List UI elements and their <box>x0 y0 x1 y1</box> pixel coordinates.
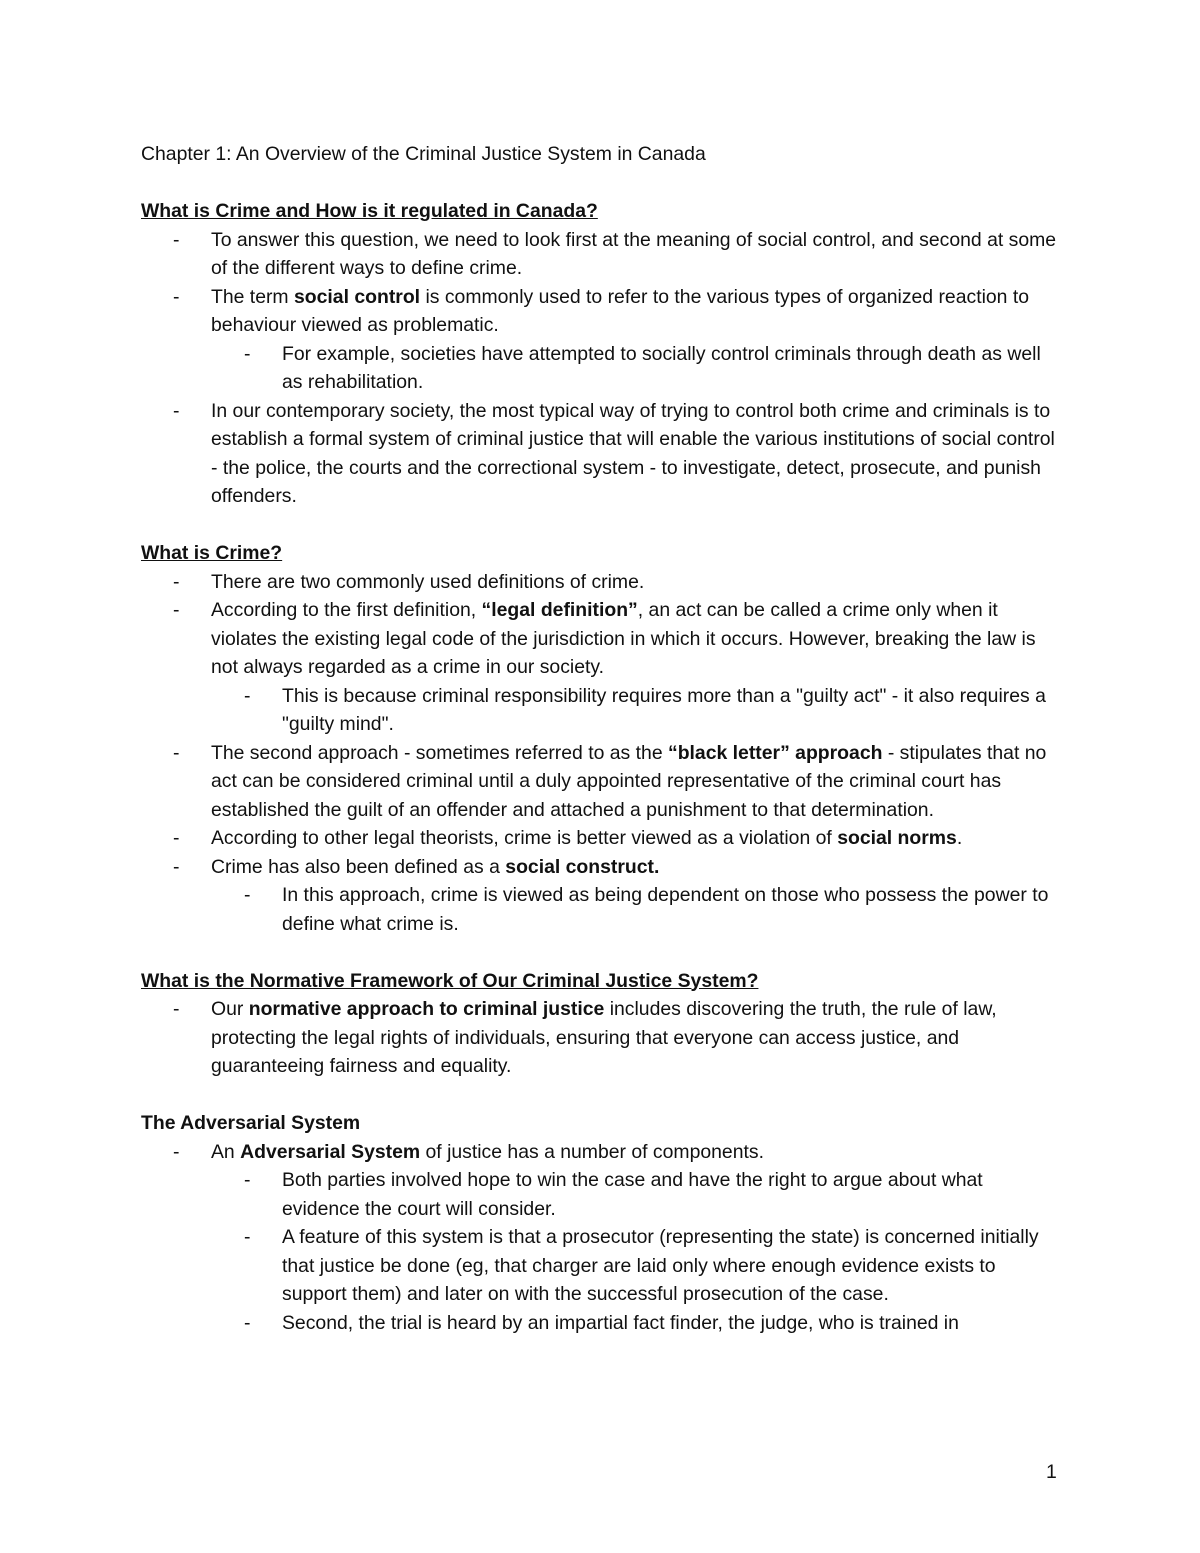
bullet-list <box>141 226 1061 511</box>
bullet-item <box>141 995 1061 1081</box>
dash-bullet-marker: - <box>173 741 180 764</box>
text-run: A feature of this system is that a prosecutor (representing the state) is concerned initially that justice be done (eg, that charger are laid only where enough evidence exists to support them) and later on with the successful prosecution of the case. <box>282 1226 1039 1305</box>
bold-term: normative approach to criminal justice <box>248 998 605 1020</box>
document-section <box>141 967 1061 1081</box>
section-heading: What is Crime? <box>141 542 283 564</box>
dash-bullet-marker: - <box>244 342 251 365</box>
text-run: The second approach - sometimes referred to as the <box>211 741 668 764</box>
dash-bullet-marker: - <box>244 1311 251 1334</box>
text-run: - stipulates that no act can be considered criminal until a duly appointed representative of the criminal court has established the guilt of an offender and attached a punishment to that determination. <box>211 741 1047 821</box>
text-run: This is because criminal responsibility requires more than a "guilty act" - it also requires a "guilty mind". <box>282 684 1046 735</box>
bullet-list <box>141 995 1061 1081</box>
sub-bullet-item <box>141 881 1061 938</box>
section-heading: What is Crime and How is it regulated in Canada? <box>141 200 598 222</box>
bullet-item <box>141 739 1061 825</box>
dash-bullet-marker: - <box>173 599 180 621</box>
dash-bullet-marker: - <box>173 855 180 878</box>
text-run: . <box>956 827 963 849</box>
sub-bullet-item <box>141 1166 1061 1223</box>
bold-term: Adversarial System <box>240 1140 421 1163</box>
text-run: Second, the trial is heard by an impartial fact finder, the judge, who is trained in <box>282 1311 959 1334</box>
bullet-item <box>141 1138 1061 1167</box>
bullet-item <box>141 397 1061 511</box>
section-heading: The Adversarial System <box>141 1112 361 1134</box>
sub-bullet-item <box>141 340 1061 397</box>
bold-term: “black letter” approach <box>668 741 883 764</box>
dash-bullet-marker: - <box>173 827 180 849</box>
bold-term: social control <box>293 285 421 308</box>
section-heading: What is the Normative Framework of Our Criminal Justice System? <box>141 969 759 992</box>
bullet-item <box>141 283 1061 340</box>
text-run: According to other legal theorists, crime is better viewed as a violation of <box>211 827 838 849</box>
dash-bullet-marker: - <box>173 228 180 251</box>
bullet-item <box>141 226 1061 283</box>
text-run: There are two commonly used definitions of crime. <box>211 570 645 593</box>
text-run: Both parties involved hope to win the case and have the right to argue about what evidence the court will consider. <box>282 1169 983 1220</box>
text-run: of justice has a number of components. <box>420 1140 764 1163</box>
text-run: includes discovering the truth, the rule of law, protecting the legal rights of individuals, ensuring that everyone can access justice, and guaranteeing fairness and equality. <box>211 998 997 1077</box>
text-run: Our <box>211 998 249 1020</box>
bullet-item <box>141 596 1061 682</box>
bullet-list <box>141 568 1061 939</box>
text-run: In this approach, crime is viewed as being dependent on those who possess the power to define what crime is. <box>282 884 1049 935</box>
document-section <box>141 539 1061 938</box>
sections-container <box>141 197 1061 1337</box>
bullet-list <box>141 1138 1061 1338</box>
text-run: , an act can be called a crime only when it violates the existing legal code of the jurisdiction in which it occurs. However, breaking the law is not always regarded as a crime in our society. <box>211 599 1036 678</box>
bold-term: “legal definition” <box>481 599 638 621</box>
text-run: To answer this question, we need to look first at the meaning of social control, and second at some of the different ways to define crime. <box>211 228 1057 279</box>
dash-bullet-marker: - <box>173 998 180 1020</box>
text-run: In our contemporary society, the most typical way of trying to control both crime and criminals is to establish a formal system of criminal justice that will enable the various institutions of social control - the police, the courts and the correctional system - to investigate, detect, prosecute, and punish offenders. <box>211 399 1055 507</box>
text-run: An <box>211 1140 241 1163</box>
document-title: Chapter 1: An Overview of the Criminal Justice System in Canada <box>141 143 706 165</box>
text-run: For example, societies have attempted to socially control criminals through death as well as rehabilitation. <box>282 342 1041 393</box>
bold-term: social construct. <box>505 855 660 878</box>
dash-bullet-marker: - <box>173 399 180 422</box>
dash-bullet-marker: - <box>173 1140 180 1163</box>
bullet-item <box>141 824 1061 853</box>
dash-bullet-marker: - <box>244 1169 251 1191</box>
text-run: Crime has also been defined as a <box>211 855 506 878</box>
dash-bullet-marker: - <box>173 285 180 308</box>
page-number: 1 <box>1046 1461 1057 1483</box>
text-run: The term <box>211 285 294 308</box>
dash-bullet-marker: - <box>173 570 180 593</box>
document-section <box>141 197 1061 511</box>
dash-bullet-marker: - <box>244 1226 251 1248</box>
document-section <box>141 1109 1061 1337</box>
bullet-item <box>141 568 1061 597</box>
text-run: According to the first definition, <box>211 599 482 621</box>
bullet-item <box>141 853 1061 882</box>
bold-term: social norms <box>837 827 957 849</box>
dash-bullet-marker: - <box>244 684 251 707</box>
sub-bullet-item <box>141 1223 1061 1309</box>
document-body <box>141 140 1061 1337</box>
sub-bullet-item <box>141 1309 1061 1338</box>
text-run: is commonly used to refer to the various types of organized reaction to behaviour viewed as problematic. <box>211 285 1030 336</box>
sub-bullet-item <box>141 682 1061 739</box>
dash-bullet-marker: - <box>244 884 251 906</box>
